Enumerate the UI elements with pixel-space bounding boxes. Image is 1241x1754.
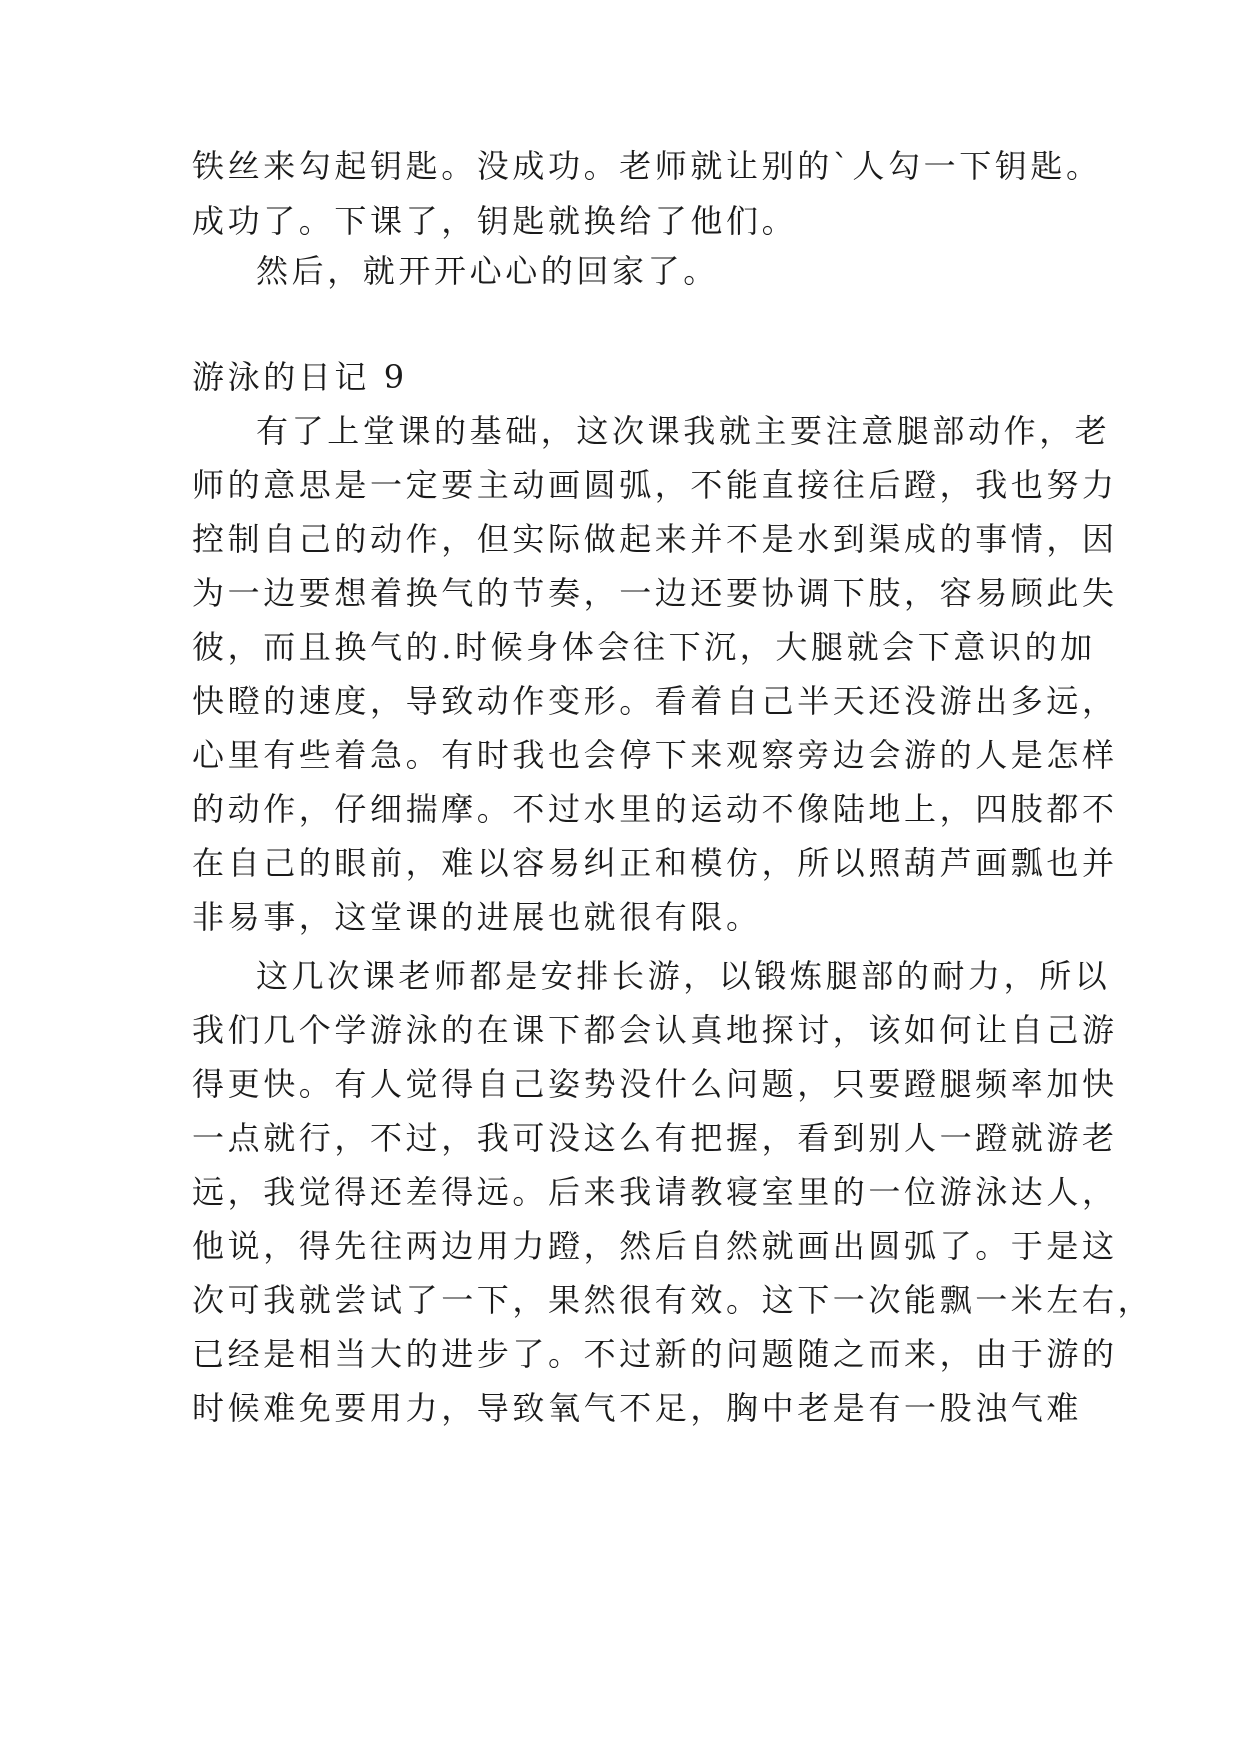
paragraph-line: 彼，而且换气的.时候身体会往下沉，大腿就会下意识的加 xyxy=(192,628,1096,666)
paragraph-line: 时候难免要用力，导致氧气不足，胸中老是有一股浊气难 xyxy=(192,1389,1083,1427)
paragraph-line: 得更快。有人觉得自己姿势没什么问题，只要蹬腿频率加快 xyxy=(192,1065,1118,1103)
paragraph-line: 这几次课老师都是安排长游，以锻炼腿部的耐力，所以 xyxy=(256,957,1111,995)
paragraph-line: 师的意思是一定要主动画圆弧，不能直接往后蹬，我也努力 xyxy=(192,466,1118,504)
text-line: 成功了。下课了，钥匙就换给了他们。 xyxy=(192,202,798,240)
text-line: 铁丝来勾起钥匙。没成功。老师就让别的`人勾一下钥匙。 xyxy=(192,147,1102,185)
text-line: 然后，就开开心心的回家了。 xyxy=(256,252,719,290)
paragraph-line: 我们几个学游泳的在课下都会认真地探讨，该如何让自己游 xyxy=(192,1011,1118,1049)
paragraph-line: 远，我觉得还差得远。后来我请教寝室里的一位游泳达人， xyxy=(192,1173,1118,1211)
paragraph-line: 一点就行，不过，我可没这么有把握，看到别人一蹬就游老 xyxy=(192,1119,1118,1157)
paragraph-line: 的动作，仔细揣摩。不过水里的运动不像陆地上，四肢都不 xyxy=(192,790,1118,828)
section-title: 游泳的日记 9 xyxy=(192,358,408,396)
paragraph-line: 有了上堂课的基础，这次课我就主要注意腿部动作，老 xyxy=(256,412,1111,450)
paragraph-line: 次可我就尝试了一下，果然很有效。这下一次能飘一米左右， xyxy=(192,1281,1154,1319)
paragraph-line: 为一边要想着换气的节奏，一边还要协调下肢，容易顾此失 xyxy=(192,574,1118,612)
paragraph-line: 已经是相当大的进步了。不过新的问题随之而来，由于游的 xyxy=(192,1335,1118,1373)
paragraph-line: 他说，得先往两边用力蹬，然后自然就画出圆弧了。于是这 xyxy=(192,1227,1118,1265)
paragraph-line: 心里有些着急。有时我也会停下来观察旁边会游的人是怎样 xyxy=(192,736,1118,774)
paragraph-line: 快瞪的速度，导致动作变形。看着自己半天还没游出多远， xyxy=(192,682,1118,720)
paragraph-line: 在自己的眼前，难以容易纠正和模仿，所以照葫芦画瓢也并 xyxy=(192,844,1118,882)
paragraph-line: 非易事，这堂课的进展也就很有限。 xyxy=(192,898,762,936)
paragraph-line: 控制自己的动作，但实际做起来并不是水到渠成的事情，因 xyxy=(192,520,1118,558)
